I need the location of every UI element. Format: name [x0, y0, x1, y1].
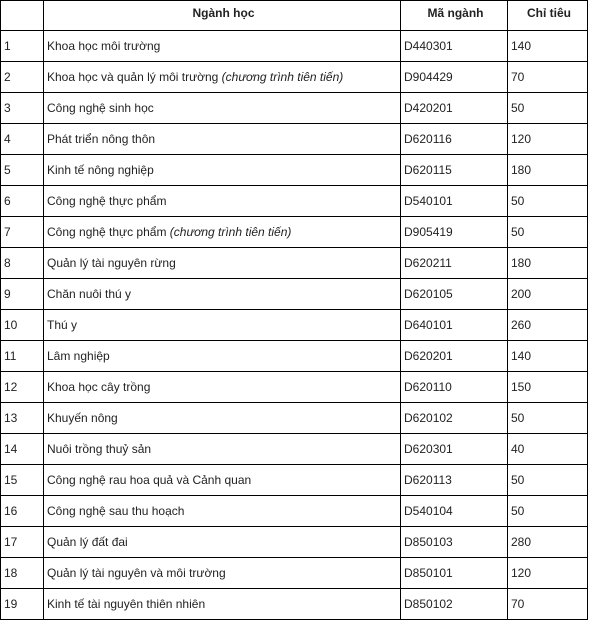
row-code: D620110	[401, 372, 508, 403]
row-name	[44, 310, 401, 341]
row-code: D420201	[401, 93, 508, 124]
major-note: (chương trình tiên tiến)	[169, 225, 292, 239]
major-name: Công nghệ thực phẩm	[47, 194, 167, 208]
row-stt: 4	[1, 124, 44, 155]
row-name	[44, 589, 401, 620]
row-stt: 5	[1, 155, 44, 186]
row-stt: 6	[1, 186, 44, 217]
row-name	[44, 527, 401, 558]
row-quota: 50	[508, 465, 588, 496]
row-code: D620115	[401, 155, 508, 186]
table-row	[1, 124, 588, 155]
row-quota: 70	[508, 62, 588, 93]
row-name	[44, 186, 401, 217]
table-row	[1, 248, 588, 279]
row-name	[44, 93, 401, 124]
table-row	[1, 558, 588, 589]
row-quota: 200	[508, 279, 588, 310]
row-name	[44, 434, 401, 465]
row-quota: 50	[508, 217, 588, 248]
row-stt: 8	[1, 248, 44, 279]
major-name: Nuôi trồng thuỷ sản	[47, 442, 152, 456]
table-row	[1, 589, 588, 620]
header-quota: Chỉ tiêu	[508, 1, 588, 31]
row-quota: 50	[508, 93, 588, 124]
row-stt: 9	[1, 279, 44, 310]
row-stt: 15	[1, 465, 44, 496]
row-quota: 180	[508, 248, 588, 279]
row-code: D620116	[401, 124, 508, 155]
header-code: Mã ngành	[401, 1, 508, 31]
table-row	[1, 341, 588, 372]
row-quota: 140	[508, 31, 588, 62]
major-name: Khoa học cây trồng	[47, 380, 151, 394]
row-stt: 10	[1, 310, 44, 341]
table-row	[1, 279, 588, 310]
row-quota: 50	[508, 496, 588, 527]
major-name: Khoa học môi trường	[47, 39, 161, 53]
row-stt: 19	[1, 589, 44, 620]
row-code: D850102	[401, 589, 508, 620]
row-stt: 13	[1, 403, 44, 434]
major-name: Thú y	[47, 318, 78, 332]
row-code: D440301	[401, 31, 508, 62]
row-code: D620105	[401, 279, 508, 310]
row-stt: 14	[1, 434, 44, 465]
table-row	[1, 217, 588, 248]
major-name: Công nghệ sau thu hoạch	[47, 504, 185, 518]
table-row	[1, 31, 588, 62]
row-code: D905419	[401, 217, 508, 248]
row-stt: 3	[1, 93, 44, 124]
row-quota: 70	[508, 589, 588, 620]
row-name	[44, 155, 401, 186]
row-code: D620211	[401, 248, 508, 279]
row-name	[44, 279, 401, 310]
row-name	[44, 465, 401, 496]
major-name: Kinh tế tài nguyên thiên nhiên	[47, 597, 206, 611]
row-stt: 17	[1, 527, 44, 558]
row-name	[44, 31, 401, 62]
row-code: D850101	[401, 558, 508, 589]
row-quota: 120	[508, 558, 588, 589]
row-name	[44, 341, 401, 372]
table-row	[1, 527, 588, 558]
row-quota: 50	[508, 186, 588, 217]
row-code: D904429	[401, 62, 508, 93]
table-row	[1, 434, 588, 465]
row-stt: 16	[1, 496, 44, 527]
major-name: Công nghệ thực phẩm	[47, 225, 167, 239]
major-name: Công nghệ rau hoa quả và Cảnh quan	[47, 473, 252, 487]
major-name: Chăn nuôi thú y	[47, 287, 132, 301]
row-name	[44, 496, 401, 527]
table-row	[1, 155, 588, 186]
row-stt: 18	[1, 558, 44, 589]
row-quota: 120	[508, 124, 588, 155]
table-row	[1, 93, 588, 124]
table-row	[1, 62, 588, 93]
row-name	[44, 62, 401, 93]
row-quota: 150	[508, 372, 588, 403]
row-code: D620201	[401, 341, 508, 372]
table-row	[1, 403, 588, 434]
major-name: Công nghệ sinh học	[47, 101, 154, 115]
row-name	[44, 403, 401, 434]
major-note: (chương trình tiên tiến)	[221, 70, 344, 84]
row-name	[44, 124, 401, 155]
major-name: Khoa học và quản lý môi trường	[47, 70, 219, 84]
row-quota: 180	[508, 155, 588, 186]
row-quota: 140	[508, 341, 588, 372]
row-stt: 1	[1, 31, 44, 62]
row-quota: 40	[508, 434, 588, 465]
row-name	[44, 217, 401, 248]
row-code: D540101	[401, 186, 508, 217]
major-name: Lâm nghiệp	[47, 349, 110, 363]
major-name: Quản lý tài nguyên và môi trường	[47, 566, 226, 580]
table-row	[1, 310, 588, 341]
row-stt: 12	[1, 372, 44, 403]
row-code: D640101	[401, 310, 508, 341]
table-row	[1, 465, 588, 496]
major-name: Khuyến nông	[47, 411, 118, 425]
table-row	[1, 496, 588, 527]
major-name: Kinh tế nông nghiệp	[47, 163, 154, 177]
row-code: D540104	[401, 496, 508, 527]
header-row	[1, 1, 588, 31]
table-row	[1, 186, 588, 217]
major-name: Phát triển nông thôn	[47, 132, 156, 146]
row-name	[44, 372, 401, 403]
row-stt: 2	[1, 62, 44, 93]
row-quota: 50	[508, 403, 588, 434]
table-row	[1, 372, 588, 403]
row-name	[44, 248, 401, 279]
header-name: Ngành học	[44, 1, 401, 31]
row-stt: 7	[1, 217, 44, 248]
row-code: D620102	[401, 403, 508, 434]
row-code: D850103	[401, 527, 508, 558]
row-quota: 280	[508, 527, 588, 558]
row-quota: 260	[508, 310, 588, 341]
row-stt: 11	[1, 341, 44, 372]
major-name: Quản lý tài nguyên rừng	[47, 256, 176, 270]
major-name: Quản lý đất đai	[47, 535, 128, 549]
row-code: D620301	[401, 434, 508, 465]
row-name	[44, 558, 401, 589]
header-stt	[1, 1, 44, 31]
row-code: D620113	[401, 465, 508, 496]
